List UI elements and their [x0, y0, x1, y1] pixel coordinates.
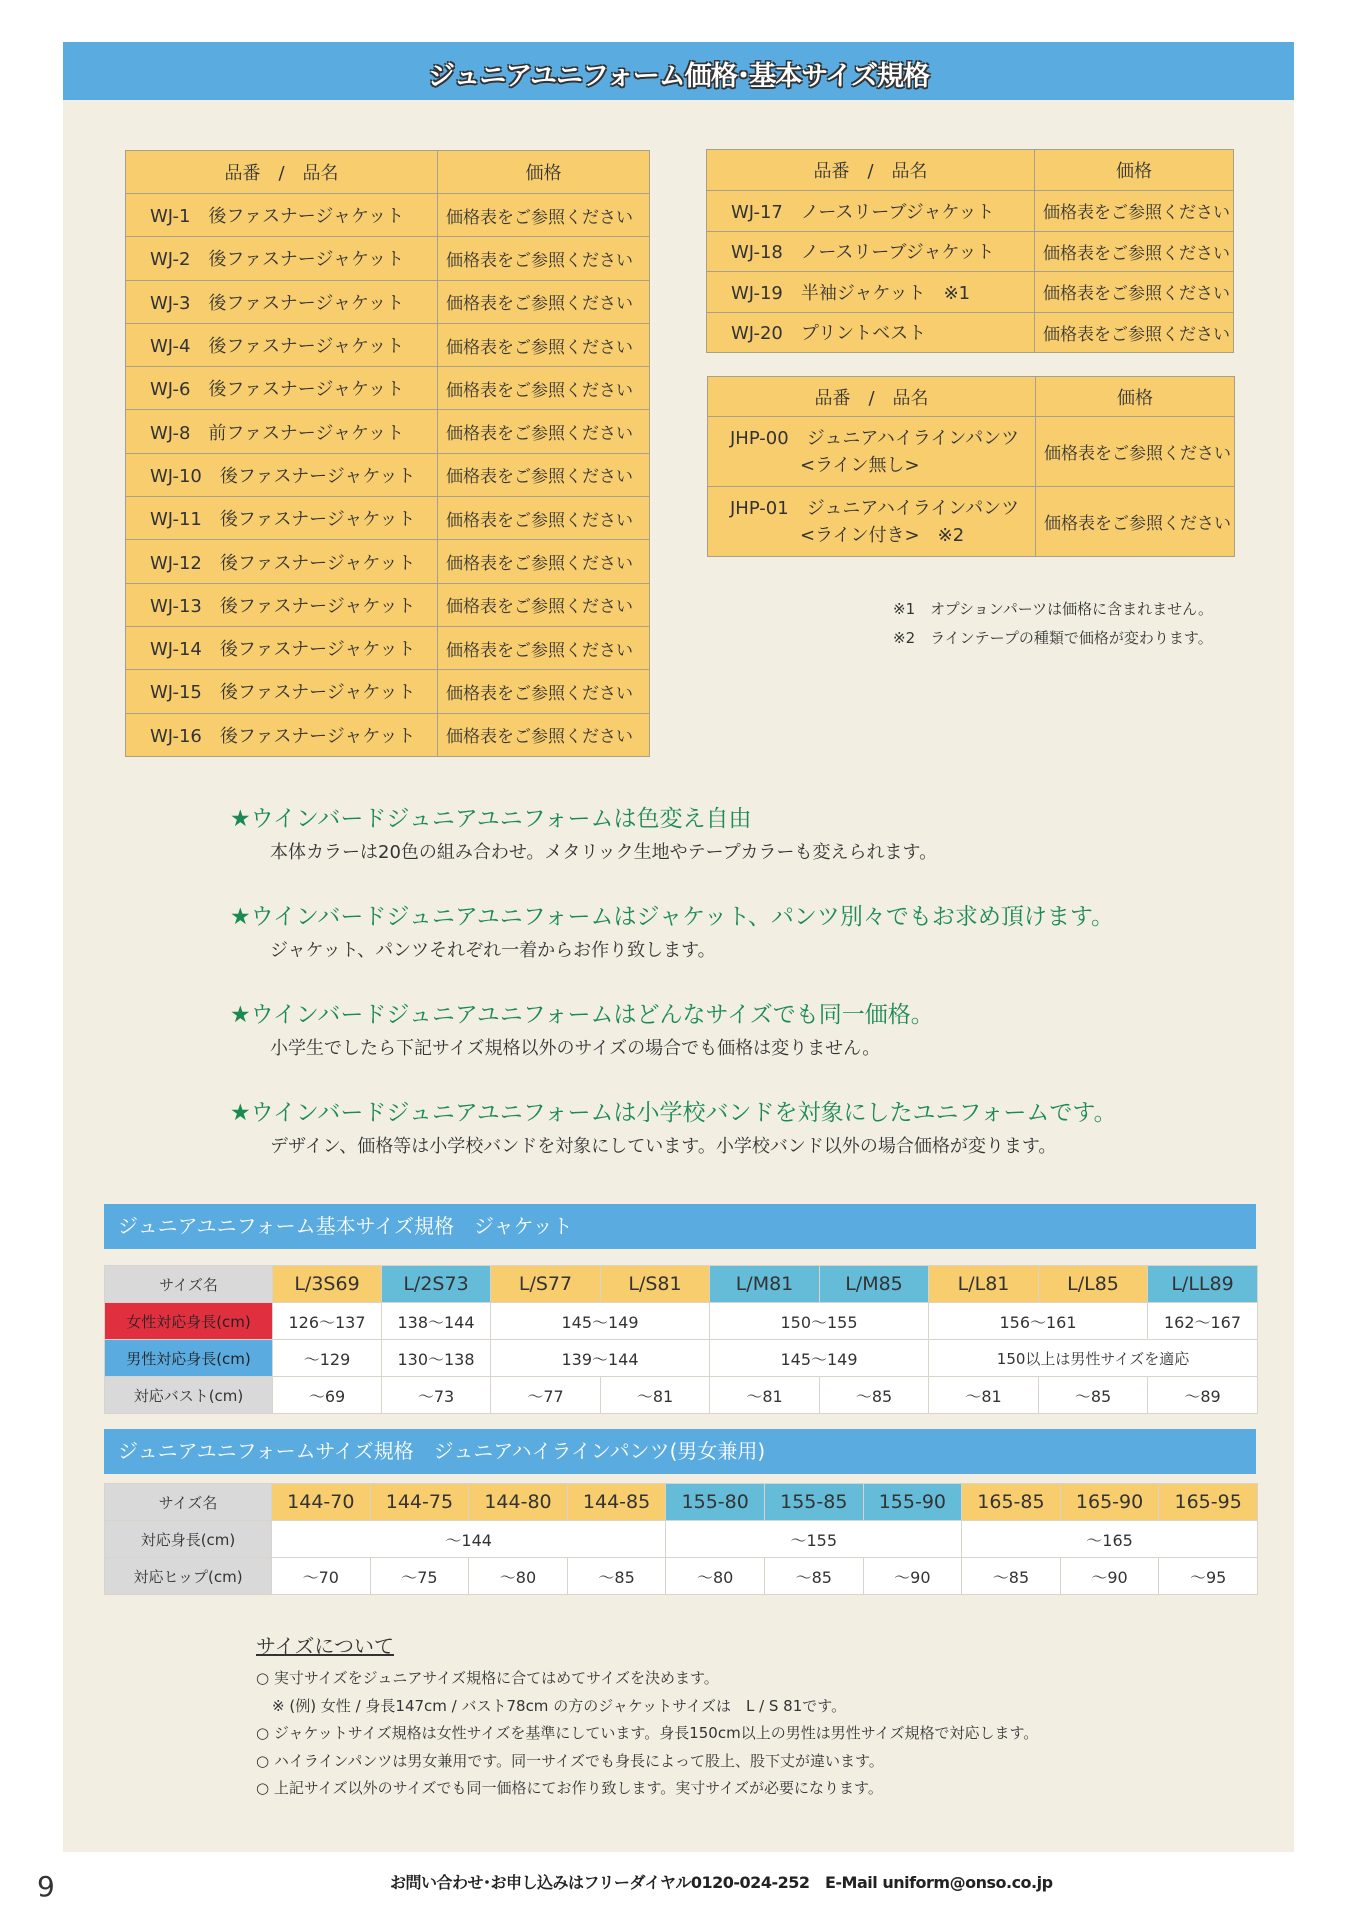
hip-cell: 〜80 [666, 1558, 765, 1595]
size-cell: L/3S69 [273, 1266, 382, 1303]
height-cell: 〜165 [962, 1521, 1258, 1558]
price-table-pants [707, 376, 1235, 557]
product-price: 価格表をご参照ください [1035, 312, 1234, 353]
feature-body: デザイン、価格等は小学校バンドを対象にしています。小学校バンド以外の場合価格が変ります。 [270, 1136, 1057, 1157]
size-cell: 144-80 [469, 1484, 568, 1521]
bust-cell: 〜81 [710, 1377, 820, 1414]
row-label-bust: 対応バスト(cm) [105, 1377, 273, 1414]
male-height-cell: 139〜144 [491, 1340, 710, 1377]
product-price: 価格表をご参照ください [438, 194, 650, 237]
row-label-male-height: 男性対応身長(cm) [105, 1340, 273, 1377]
hip-cell: 〜80 [469, 1558, 568, 1595]
size-cell: 155-90 [863, 1484, 962, 1521]
jacket-size-table [104, 1265, 1258, 1414]
product-name: WJ-13 後ファスナージャケット [126, 583, 438, 626]
product-name: WJ-16 後ファスナージャケット [126, 713, 438, 756]
product-price: 価格表をご参照ください [438, 713, 650, 756]
product-name: WJ-3 後ファスナージャケット [126, 280, 438, 323]
about-size-title: サイズについて [256, 1634, 394, 1658]
title-bar [63, 42, 1294, 100]
product-price: 価格表をご参照ください [438, 237, 650, 280]
size-cell: L/S81 [601, 1266, 710, 1303]
feature-body: 小学生でしたら下記サイズ規格以外のサイズの場合でも価格は変りません。 [270, 1038, 881, 1059]
bust-cell: 〜77 [491, 1377, 601, 1414]
hip-cell: 〜90 [1060, 1558, 1159, 1595]
feature-title: ★ウインバードジュニアユニフォームは小学校バンドを対象にしたユニフォームです。 [230, 1100, 1117, 1126]
height-cell: 〜155 [666, 1521, 962, 1558]
product-price: 価格表をご参照ください [438, 540, 650, 583]
price-table-jackets [125, 150, 650, 757]
feature-title: ★ウインバードジュニアユニフォームはどんなサイズでも同一価格。 [230, 1002, 934, 1028]
product-name-line1: JHP-00 ジュニアハイラインパンツ [730, 427, 1020, 449]
male-height-cell: 130〜138 [382, 1340, 491, 1377]
feature-item [230, 1094, 1117, 1158]
female-height-cell: 156〜161 [929, 1303, 1148, 1340]
row-label-height: 対応身長(cm) [105, 1521, 272, 1558]
feature-item [230, 996, 934, 1060]
feature-title: ★ウインバードジュニアユニフォームはジャケット、パンツ別々でもお求め頂けます。 [230, 904, 1115, 930]
product-price: 価格表をご参照ください [1036, 487, 1235, 557]
feature-body: ジャケット、パンツそれぞれ一着からお作り致します。 [270, 940, 716, 961]
product-name-line1: JHP-01 ジュニアハイラインパンツ [730, 497, 1020, 519]
pants-size-table [104, 1483, 1258, 1595]
product-price: 価格表をご参照ください [1035, 272, 1234, 313]
size-cell: 155-80 [666, 1484, 765, 1521]
footnotes [893, 595, 1213, 653]
row-label-hip: 対応ヒップ(cm) [105, 1558, 272, 1595]
size-cell: 144-70 [272, 1484, 371, 1521]
product-price: 価格表をご参照ください [438, 367, 650, 410]
page-number: 9 [37, 1870, 55, 1903]
bust-cell: 〜85 [820, 1377, 929, 1414]
size-cell: L/L85 [1039, 1266, 1148, 1303]
contact-footer: お問い合わせ･お申し込みはフリーダイヤル0120-024-252 E-Mail uniform@onso.co.jp [390, 1873, 1053, 1892]
product-name: WJ-17 ノースリーブジャケット [707, 191, 1035, 232]
product-name [708, 487, 1036, 557]
hip-cell: 〜70 [272, 1558, 371, 1595]
feature-title: ★ウインバードジュニアユニフォームは色変え自由 [230, 806, 752, 832]
product-price: 価格表をご参照ください [438, 410, 650, 453]
col-header-name: 品番 / 品名 [126, 151, 438, 194]
product-price: 価格表をご参照ください [1035, 231, 1234, 272]
product-name: WJ-4 後ファスナージャケット [126, 323, 438, 366]
size-cell: 144-85 [567, 1484, 666, 1521]
hip-cell: 〜75 [370, 1558, 469, 1595]
height-cell: 〜144 [272, 1521, 666, 1558]
product-price: 価格表をご参照ください [438, 280, 650, 323]
product-name: WJ-20 プリントベスト [707, 312, 1035, 353]
product-name [708, 417, 1036, 487]
feature-item [230, 898, 1114, 962]
hip-cell: 〜85 [962, 1558, 1061, 1595]
product-price: 価格表をご参照ください [1035, 191, 1234, 232]
product-name: WJ-2 後ファスナージャケット [126, 237, 438, 280]
hip-cell: 〜85 [567, 1558, 666, 1595]
row-label-size: サイズ名 [105, 1484, 272, 1521]
col-header-name: 品番 / 品名 [707, 150, 1035, 191]
about-size-line: ○ 上記サイズ以外のサイズでも同一価格にてお作り致します。実寸サイズが必要になります。 [256, 1779, 883, 1797]
product-name: WJ-15 後ファスナージャケット [126, 670, 438, 713]
product-price: 価格表をご参照ください [1036, 417, 1235, 487]
about-size-line: ※ (例) 女性 / 身長147cm / バスト78cm の方のジャケットサイズは L / S 81です。 [272, 1696, 847, 1715]
size-cell: 165-95 [1159, 1484, 1258, 1521]
feature-item [230, 800, 937, 864]
section-title-jacket: ジュニアユニフォーム基本サイズ規格 ジャケット [104, 1204, 1256, 1249]
product-price: 価格表をご参照ください [438, 453, 650, 496]
female-height-cell: 150〜155 [710, 1303, 929, 1340]
product-name: WJ-12 後ファスナージャケット [126, 540, 438, 583]
bust-cell: 〜89 [1148, 1377, 1258, 1414]
hip-cell: 〜95 [1159, 1558, 1258, 1595]
col-header-price: 価格 [1035, 150, 1234, 191]
col-header-price: 価格 [438, 151, 650, 194]
size-cell: L/L81 [929, 1266, 1039, 1303]
about-size-line: ○ ジャケットサイズ規格は女性サイズを基準にしています。身長150cm以上の男性は男性サイズ規格で対応します。 [256, 1724, 1039, 1742]
size-cell: L/2S73 [382, 1266, 491, 1303]
col-header-price: 価格 [1036, 377, 1235, 417]
product-price: 価格表をご参照ください [438, 626, 650, 669]
female-height-cell: 126〜137 [273, 1303, 382, 1340]
footnote: ※2 ラインテープの種類で価格が変わります。 [893, 629, 1213, 647]
row-label-size: サイズ名 [105, 1266, 273, 1303]
about-size-line: ○ 実寸サイズをジュニアサイズ規格に合てはめてサイズを決めます。 [256, 1669, 719, 1687]
size-cell: L/S77 [491, 1266, 601, 1303]
product-name-line2: <ライン無し> [800, 454, 920, 476]
product-name: WJ-10 後ファスナージャケット [126, 453, 438, 496]
product-name: WJ-1 後ファスナージャケット [126, 194, 438, 237]
size-cell: L/M85 [820, 1266, 929, 1303]
product-name: WJ-6 後ファスナージャケット [126, 367, 438, 410]
section-title-pants: ジュニアユニフォームサイズ規格 ジュニアハイラインパンツ(男女兼用) [104, 1429, 1256, 1474]
col-header-name: 品番 / 品名 [708, 377, 1036, 417]
male-height-cell: 150以上は男性サイズを適応 [929, 1340, 1258, 1377]
product-name: WJ-14 後ファスナージャケット [126, 626, 438, 669]
female-height-cell: 138〜144 [382, 1303, 491, 1340]
product-name: WJ-8 前ファスナージャケット [126, 410, 438, 453]
feature-body: 本体カラーは20色の組み合わせ。メタリック生地やテープカラーも変えられます。 [270, 842, 938, 863]
product-price: 価格表をご参照ください [438, 497, 650, 540]
about-size-line: ○ ハイラインパンツは男女兼用です。同一サイズでも身長によって股上、股下丈が違います。 [256, 1751, 884, 1770]
size-cell: L/M81 [710, 1266, 820, 1303]
bust-cell: 〜81 [929, 1377, 1039, 1414]
product-name-line2: <ライン付き> ※2 [800, 524, 965, 546]
bust-cell: 〜81 [601, 1377, 710, 1414]
product-price: 価格表をご参照ください [438, 670, 650, 713]
about-size-section [256, 1630, 1038, 1803]
product-name: WJ-19 半袖ジャケット ※1 [707, 272, 1035, 313]
size-cell: 144-75 [370, 1484, 469, 1521]
male-height-cell: 〜129 [273, 1340, 382, 1377]
hip-cell: 〜85 [764, 1558, 863, 1595]
size-cell: 165-85 [962, 1484, 1061, 1521]
bust-cell: 〜73 [382, 1377, 491, 1414]
price-table-vests [706, 149, 1234, 353]
size-cell: L/LL89 [1148, 1266, 1258, 1303]
bust-cell: 〜69 [273, 1377, 382, 1414]
male-height-cell: 145〜149 [710, 1340, 929, 1377]
hip-cell: 〜90 [863, 1558, 962, 1595]
row-label-female-height: 女性対応身長(cm) [105, 1303, 273, 1340]
footnote: ※1 オプションパーツは価格に含まれません。 [893, 600, 1214, 618]
page-title: ジュニアユニフォーム価格･基本サイズ規格 [427, 61, 930, 92]
product-name: WJ-18 ノースリーブジャケット [707, 231, 1035, 272]
size-cell: 165-90 [1060, 1484, 1159, 1521]
product-name: WJ-11 後ファスナージャケット [126, 497, 438, 540]
female-height-cell: 162〜167 [1148, 1303, 1258, 1340]
product-price: 価格表をご参照ください [438, 583, 650, 626]
size-cell: 155-85 [764, 1484, 863, 1521]
product-price: 価格表をご参照ください [438, 323, 650, 366]
bust-cell: 〜85 [1039, 1377, 1148, 1414]
female-height-cell: 145〜149 [491, 1303, 710, 1340]
